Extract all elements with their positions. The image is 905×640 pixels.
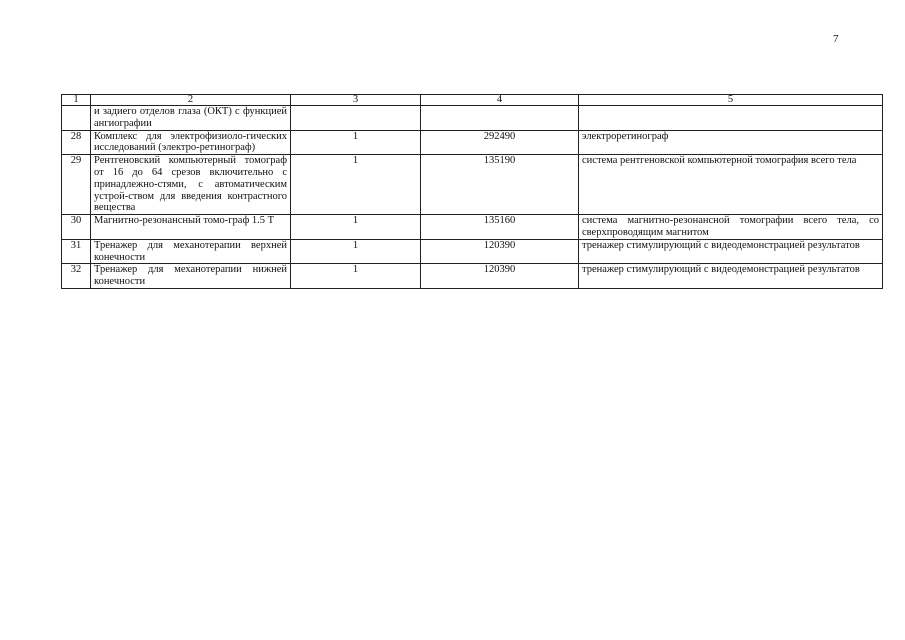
equipment-kind (579, 106, 883, 131)
quantity: 1 (291, 215, 421, 240)
equipment-name: Тренажер для механотерапии верхней конечности (91, 239, 291, 264)
code: 135190 (421, 155, 579, 215)
table-header-row (62, 95, 883, 106)
table-row (62, 106, 883, 131)
quantity: 1 (291, 130, 421, 155)
table-row (62, 130, 883, 155)
equipment-name: Рентгеновский компьютерный томограф от 16 до 64 срезов включительно с принадлежно-стями, с автоматическим устрой-ством для введения контрастного вещества (91, 155, 291, 215)
equipment-table (61, 94, 883, 289)
table-row (62, 215, 883, 240)
code: 120390 (421, 264, 579, 289)
table-row (62, 264, 883, 289)
header-cell: 1 (62, 95, 91, 106)
row-number: 30 (62, 215, 91, 240)
equipment-name: и задиего отделов глаза (ОКТ) с функцией ангиографии (91, 106, 291, 131)
equipment-kind: электроретинограф (579, 130, 883, 155)
equipment-kind: система рентгеновской компьютерной томография всего тела (579, 155, 883, 215)
row-number (62, 106, 91, 131)
code: 292490 (421, 130, 579, 155)
quantity: 1 (291, 264, 421, 289)
quantity: 1 (291, 155, 421, 215)
header-cell: 2 (91, 95, 291, 106)
equipment-kind: система магнитно-резонансной томографии всего тела, со сверхпроводящим магнитом (579, 215, 883, 240)
header-cell: 4 (421, 95, 579, 106)
quantity: 1 (291, 239, 421, 264)
row-number: 31 (62, 239, 91, 264)
row-number: 29 (62, 155, 91, 215)
equipment-kind: тренажер стимулирующий с видеодемонстрацией результатов (579, 264, 883, 289)
row-number: 28 (62, 130, 91, 155)
table-row (62, 155, 883, 215)
page-number: 7 (833, 33, 839, 45)
row-number: 32 (62, 264, 91, 289)
quantity (291, 106, 421, 131)
equipment-name: Тренажер для механотерапии нижней конечности (91, 264, 291, 289)
equipment-name: Магнитно-резонансный томо-граф 1.5 Т (91, 215, 291, 240)
code (421, 106, 579, 131)
code: 120390 (421, 239, 579, 264)
code: 135160 (421, 215, 579, 240)
header-cell: 3 (291, 95, 421, 106)
equipment-kind: тренажер стимулирующий с видеодемонстрацией результатов (579, 239, 883, 264)
equipment-name: Комплекс для электрофизиоло-гических исследований (электро-ретинограф) (91, 130, 291, 155)
table-row (62, 239, 883, 264)
header-cell: 5 (579, 95, 883, 106)
